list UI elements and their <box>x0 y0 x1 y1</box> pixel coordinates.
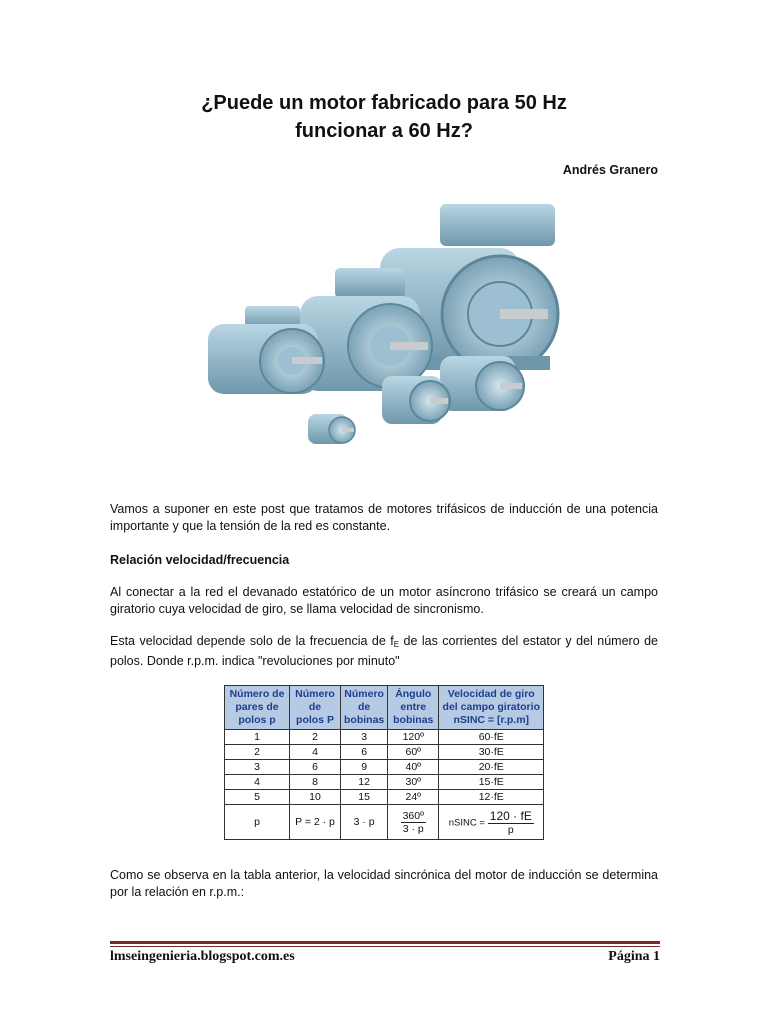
electric-motors-image <box>200 196 570 471</box>
author-name: Andrés Granero <box>562 163 658 177</box>
table-cell-angle-fraction <box>388 805 439 840</box>
table-row <box>225 745 544 760</box>
table-cell: 60º <box>388 745 439 760</box>
formula-lhs: nSINC = <box>448 816 485 828</box>
table-cell: 24º <box>388 790 439 805</box>
small-right-motor <box>440 356 524 411</box>
table-row <box>225 790 544 805</box>
header-text: Número de <box>229 688 285 700</box>
table-cell: 3 <box>225 760 290 775</box>
fraction-numerator: 360º <box>402 809 424 822</box>
footer-rule <box>110 941 660 944</box>
table-cell: 12·fE <box>439 790 544 805</box>
header-text: Ángulo <box>395 688 432 700</box>
header-text: Número <box>344 688 384 700</box>
poles-speed-table <box>224 685 544 840</box>
table-cell: 40º <box>388 760 439 775</box>
paragraph-1: Al conectar a la red el devanado estatórico de un motor asíncrono trifásico se creará un campo giratorio cuya velocidad de giro, se llama velocidad de sincronismo. <box>110 585 658 616</box>
intro-paragraph: Vamos a suponer en este post que tratamos de motores trifásicos de inducción de una potencia importante y que la tensión de la red es constante. <box>110 502 658 533</box>
table-cell-speed-formula <box>439 805 544 840</box>
table-cell: P = 2 · p <box>290 805 341 840</box>
table-cell: 6 <box>341 745 388 760</box>
table-cell: 30·fE <box>439 745 544 760</box>
fraction-numerator: 120 · fE <box>489 808 532 823</box>
fraction-denominator: p <box>507 823 514 836</box>
header-text: Número <box>295 688 335 700</box>
table-cell: 3 · p <box>341 805 388 840</box>
table-row <box>225 775 544 790</box>
fraction <box>488 809 534 836</box>
paragraph-2-subscript: E <box>393 640 400 649</box>
table-cell: 10 <box>290 790 341 805</box>
table-cell: 2 <box>290 730 341 745</box>
fraction-denominator: 3 · p <box>402 822 424 835</box>
footer-page-number: Página 1 <box>608 949 660 964</box>
footer-site: lmseingenieria.blogspot.com.es <box>110 949 295 964</box>
table-cell: 15·fE <box>439 775 544 790</box>
header-number-of-coils <box>341 686 388 730</box>
table-row-formula <box>225 805 544 840</box>
title-line-2: funcionar a 60 Hz? <box>295 120 473 142</box>
table-cell: 120º <box>388 730 439 745</box>
header-field-speed <box>439 686 544 730</box>
table-cell: 4 <box>290 745 341 760</box>
paragraph-2 <box>110 633 658 670</box>
table-cell: 6 <box>290 760 341 775</box>
paragraph-3: Como se observa en la tabla anterior, la velocidad sincrónica del motor de inducción se determina por la relación en r.p.m.: <box>110 868 658 899</box>
header-text: del campo giratorio <box>442 701 540 713</box>
table-cell: p <box>225 805 290 840</box>
table-cell: 20·fE <box>439 760 544 775</box>
document-title <box>110 89 658 145</box>
footer-rule-thin <box>110 946 660 947</box>
header-text: bobinas <box>393 714 434 726</box>
table-cell: 8 <box>290 775 341 790</box>
table-cell: 12 <box>341 775 388 790</box>
table-row <box>225 760 544 775</box>
header-text: entre <box>400 701 427 713</box>
table-cell: 60·fE <box>439 730 544 745</box>
table-cell: 30º <box>388 775 439 790</box>
table-cell: 9 <box>341 760 388 775</box>
small-center-motor <box>382 376 450 424</box>
header-number-of-poles <box>290 686 341 730</box>
table-cell: 4 <box>225 775 290 790</box>
title-line-1: ¿Puede un motor fabricado para 50 Hz <box>201 92 567 114</box>
paragraph-2-before: Esta velocidad depende solo de la frecuencia de f <box>110 634 394 648</box>
table-cell: 5 <box>225 790 290 805</box>
table-cell: 15 <box>341 790 388 805</box>
fraction <box>401 810 426 835</box>
tiny-motor <box>308 414 355 444</box>
header-text: polos p <box>238 714 276 726</box>
header-text: de <box>308 701 322 713</box>
table-cell: 2 <box>225 745 290 760</box>
header-text: de <box>358 701 371 713</box>
header-text: nSINC = [r.p.m] <box>453 714 530 726</box>
paragraph-2-after: de las corrientes del estator y del número de polos. Donde r.p.m. indica "revoluciones por minuto" <box>110 634 658 668</box>
header-text: bobinas <box>344 714 385 726</box>
table-cell: 3 <box>341 730 388 745</box>
header-pairs-of-poles <box>225 686 290 730</box>
section-heading: Relación velocidad/frecuencia <box>110 553 290 567</box>
header-text: pares de <box>235 701 279 713</box>
header-angle-between-coils <box>388 686 439 730</box>
header-text: polos P <box>296 714 334 726</box>
table-header-row <box>225 686 544 730</box>
header-text: Velocidad de giro <box>447 688 535 700</box>
table-row <box>225 730 544 745</box>
table-cell: 1 <box>225 730 290 745</box>
